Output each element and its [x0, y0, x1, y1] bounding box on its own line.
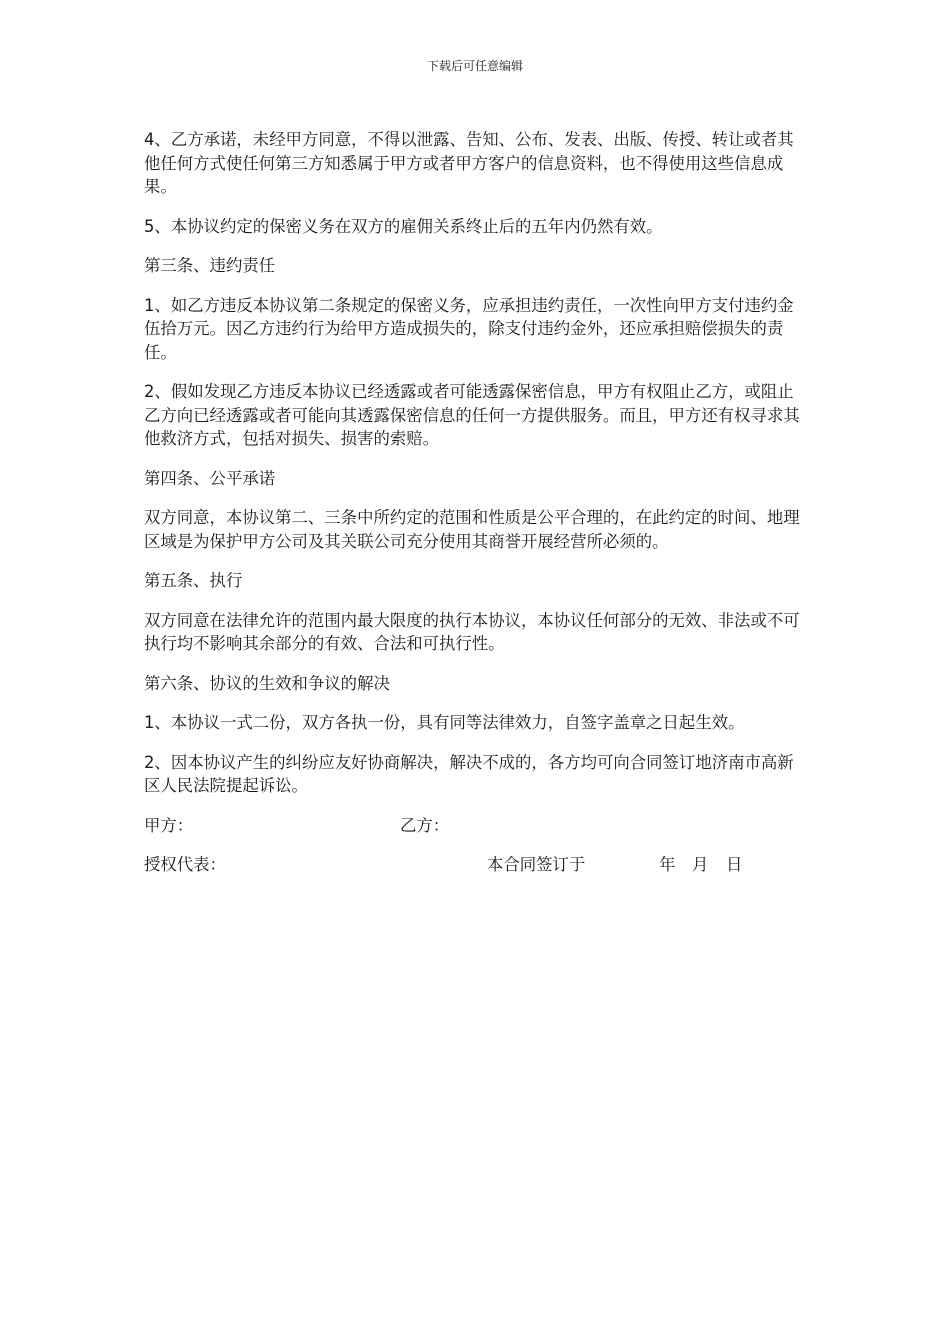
paragraph-article-5: 双方同意在法律允许的范围内最大限度的执行本协议，本协议任何部分的无效、非法或不可执行均不影响其余部分的有效、合法和可执行性。 [144, 610, 800, 653]
year-label: 年 [659, 855, 676, 874]
paragraph-clause-6-1: 1、本协议一式二份，双方各执一份，具有同等法律效力，自签字盖章之日起生效。 [144, 713, 745, 732]
party-b-label: 乙方： [400, 815, 450, 835]
paragraph-clause-2-4: 4、乙方承诺，未经甲方同意，不得以泄露、告知、公布、发表、出版、传授、转让或者其他任何方式使任何第三方知悉属于甲方或者甲方客户的信息资料，也不得使用这些信息成果。 [144, 130, 794, 196]
paragraph-clause-6-2: 2、因本协议产生的纠纷应友好协商解决，解决不成的，各方均可向合同签订地济南市高新区人民法院提起诉讼。 [144, 752, 794, 795]
paragraph-clause-2-5: 5、本协议约定的保密义务在双方的雇佣关系终止后的五年内仍然有效。 [144, 216, 663, 236]
section-heading-article-4: 第四条、公平承诺 [144, 468, 276, 488]
document-body [144, 128, 808, 893]
signature-date-row [144, 853, 808, 877]
section-heading-article-5: 第五条、执行 [144, 571, 243, 590]
section-heading-article-3: 第三条、违约责任 [144, 256, 276, 275]
signed-on-label: 本合同签订于 [487, 855, 586, 874]
month-label: 月 [692, 855, 709, 874]
day-label: 日 [726, 855, 743, 874]
paragraph-clause-3-2: 2、假如发现乙方违反本协议已经透露或者可能透露保密信息，甲方有权阻止乙方，或阻止乙方向已经透露或者可能向其透露保密信息的任何一方提供服务。而且，甲方还有权寻求其他救济方式，包括对损失、损害的索赔。 [144, 382, 800, 448]
party-a-label: 甲方： [144, 815, 194, 835]
section-heading-article-6: 第六条、协议的生效和争议的解决 [144, 673, 390, 693]
paragraph-clause-3-1: 1、如乙方违反本协议第二条规定的保密义务，应承担违约责任，一次性向甲方支付违约金伍拾万元。因乙方违约行为给甲方造成损失的，除支付违约金外，还应承担赔偿损失的责任。 [144, 295, 794, 362]
paragraph-article-4: 双方同意，本协议第二、三条中所约定的范围和性质是公平合理的，在此约定的时间、地理区域是为保护甲方公司及其关联公司充分使用其商誉开展经营所必须的。 [144, 508, 800, 551]
page-header: 下载后可任意编辑 [426, 59, 523, 73]
authorized-rep-label: 授权代表： [144, 855, 226, 874]
signature-parties-row [144, 814, 808, 838]
